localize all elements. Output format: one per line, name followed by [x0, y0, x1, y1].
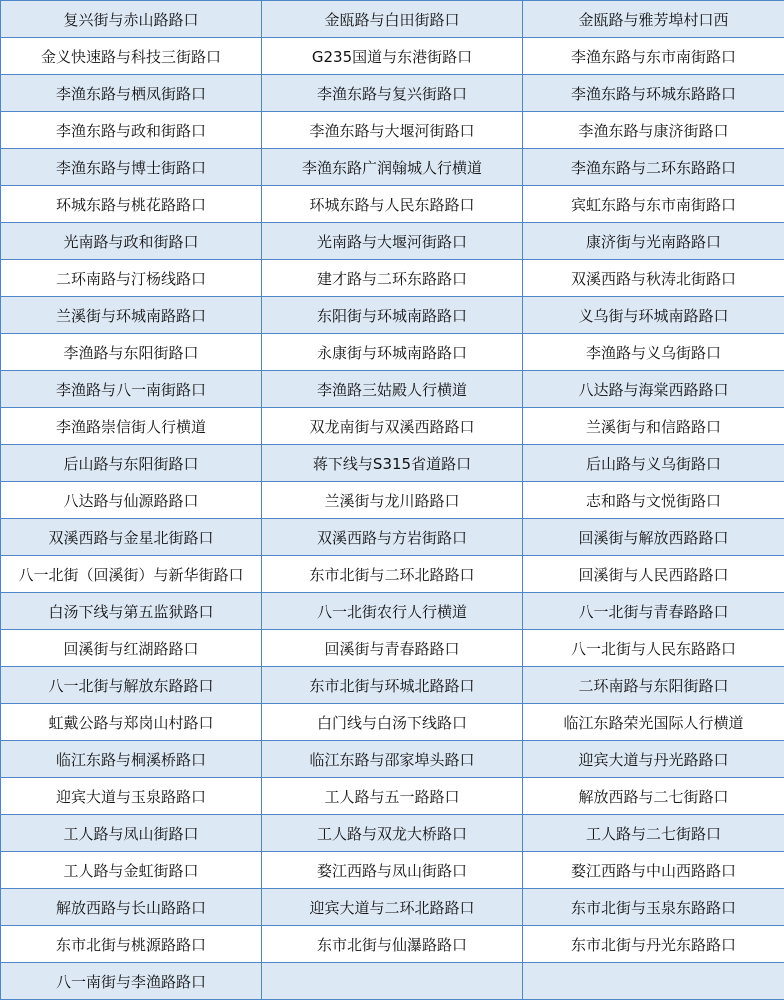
- table-row: [1, 519, 784, 556]
- table-cell: 李渔路崇信街人行横道: [1, 408, 262, 445]
- table-cell: 东市北街与环城北路路口: [262, 667, 523, 704]
- table-cell: 双溪西路与秋涛北街路口: [523, 260, 784, 297]
- table-row: [1, 593, 784, 630]
- table-cell: 永康街与环城南路路口: [262, 334, 523, 371]
- table-row: [1, 371, 784, 408]
- table-cell: 八一北街（回溪街）与新华街路口: [1, 556, 262, 593]
- table-row: [1, 260, 784, 297]
- table-cell: 金瓯路与白田街路口: [262, 1, 523, 38]
- table-cell: 李渔东路与大堰河街路口: [262, 112, 523, 149]
- table-cell: 东市北街与二环北路路口: [262, 556, 523, 593]
- table-cell: 解放西路与二七街路口: [523, 778, 784, 815]
- table-cell: 二环南路与东阳街路口: [523, 667, 784, 704]
- table-cell: 八一北街农行人行横道: [262, 593, 523, 630]
- table-row: [1, 963, 784, 1000]
- table-cell: G235国道与东港街路口: [262, 38, 523, 75]
- table-cell: 李渔东路广润翰城人行横道: [262, 149, 523, 186]
- table-row: [1, 1, 784, 38]
- table-cell: 义乌街与环城南路路口: [523, 297, 784, 334]
- table-cell: [262, 963, 523, 1000]
- table-cell: 李渔东路与东市南街路口: [523, 38, 784, 75]
- table-cell: 迎宾大道与丹光路路口: [523, 741, 784, 778]
- table-cell: 光南路与大堰河街路口: [262, 223, 523, 260]
- table-cell: 白汤下线与第五监狱路口: [1, 593, 262, 630]
- table-cell: 临江东路与桐溪桥路口: [1, 741, 262, 778]
- table-cell: 工人路与二七街路口: [523, 815, 784, 852]
- table-row: [1, 75, 784, 112]
- table-cell: 婺江西路与中山西路路口: [523, 852, 784, 889]
- table-cell: 李渔东路与栖凤街路口: [1, 75, 262, 112]
- table-row: [1, 815, 784, 852]
- table-row: [1, 334, 784, 371]
- table-cell: 东阳街与环城南路路口: [262, 297, 523, 334]
- table-cell: 环城东路与人民东路路口: [262, 186, 523, 223]
- table-cell: 回溪街与红湖路路口: [1, 630, 262, 667]
- table-cell: 李渔路与八一南街路口: [1, 371, 262, 408]
- table-cell: 李渔东路与二环东路路口: [523, 149, 784, 186]
- table-cell: 李渔东路与康济街路口: [523, 112, 784, 149]
- table-cell: 回溪街与人民西路路口: [523, 556, 784, 593]
- table-cell: 八一北街与青春路路口: [523, 593, 784, 630]
- table-row: [1, 297, 784, 334]
- table-row: [1, 445, 784, 482]
- table-row: [1, 889, 784, 926]
- table-cell: 兰溪街与龙川路路口: [262, 482, 523, 519]
- table-cell: 回溪街与解放西路路口: [523, 519, 784, 556]
- table-cell: 兰溪街与和信路路口: [523, 408, 784, 445]
- table-row: [1, 38, 784, 75]
- table-row: [1, 482, 784, 519]
- table-cell: 工人路与凤山街路口: [1, 815, 262, 852]
- table-cell: 李渔东路与政和街路口: [1, 112, 262, 149]
- table-cell: 八一北街与人民东路路口: [523, 630, 784, 667]
- table-cell: 八一北街与解放东路路口: [1, 667, 262, 704]
- table-cell: 临江东路与邵家埠头路口: [262, 741, 523, 778]
- table-cell: 迎宾大道与二环北路路口: [262, 889, 523, 926]
- table-cell: 八达路与仙源路路口: [1, 482, 262, 519]
- table-cell: 双溪西路与方岩街路口: [262, 519, 523, 556]
- table-cell: 东市北街与玉泉东路路口: [523, 889, 784, 926]
- table-row: [1, 667, 784, 704]
- table-row: [1, 741, 784, 778]
- table-cell: 光南路与政和街路口: [1, 223, 262, 260]
- table-cell: 李渔东路与博士街路口: [1, 149, 262, 186]
- table-cell: 东市北街与丹光东路路口: [523, 926, 784, 963]
- table-cell: 蒋下线与S315省道路口: [262, 445, 523, 482]
- table-cell: 八达路与海棠西路路口: [523, 371, 784, 408]
- table-cell: 双溪西路与金星北街路口: [1, 519, 262, 556]
- table-row: [1, 630, 784, 667]
- table-cell: [523, 963, 784, 1000]
- table-cell: 双龙南街与双溪西路路口: [262, 408, 523, 445]
- table-cell: 东市北街与仙瀑路路口: [262, 926, 523, 963]
- table-cell: 白门线与白汤下线路口: [262, 704, 523, 741]
- table-cell: 解放西路与长山路路口: [1, 889, 262, 926]
- table-cell: 环城东路与桃花路路口: [1, 186, 262, 223]
- table-cell: 金瓯路与雅芳埠村口西: [523, 1, 784, 38]
- table-row: [1, 149, 784, 186]
- table-cell: 迎宾大道与玉泉路路口: [1, 778, 262, 815]
- table-cell: 复兴街与赤山路路口: [1, 1, 262, 38]
- table-cell: 后山路与东阳街路口: [1, 445, 262, 482]
- table-cell: 兰溪街与环城南路路口: [1, 297, 262, 334]
- table-cell: 康济街与光南路路口: [523, 223, 784, 260]
- table-cell: 后山路与义乌街路口: [523, 445, 784, 482]
- table-row: [1, 704, 784, 741]
- table-cell: 李渔路与义乌街路口: [523, 334, 784, 371]
- table-row: [1, 223, 784, 260]
- table-cell: 二环南路与汀杨线路口: [1, 260, 262, 297]
- table-row: [1, 852, 784, 889]
- table-cell: 工人路与双龙大桥路口: [262, 815, 523, 852]
- table-row: [1, 112, 784, 149]
- table-cell: 八一南街与李渔路路口: [1, 963, 262, 1000]
- table-cell: 李渔东路与环城东路路口: [523, 75, 784, 112]
- table-cell: 婺江西路与凤山街路口: [262, 852, 523, 889]
- intersection-table-body: [1, 1, 784, 1000]
- table-cell: 李渔路与东阳街路口: [1, 334, 262, 371]
- table-row: [1, 408, 784, 445]
- table-cell: 李渔东路与复兴街路口: [262, 75, 523, 112]
- table-row: [1, 778, 784, 815]
- table-cell: 工人路与五一路路口: [262, 778, 523, 815]
- table-cell: 宾虹东路与东市南街路口: [523, 186, 784, 223]
- table-row: [1, 556, 784, 593]
- table-cell: 东市北街与桃源路路口: [1, 926, 262, 963]
- table-cell: 志和路与文悦街路口: [523, 482, 784, 519]
- table-cell: 回溪街与青春路路口: [262, 630, 523, 667]
- table-cell: 建才路与二环东路路口: [262, 260, 523, 297]
- table-cell: 工人路与金虹街路口: [1, 852, 262, 889]
- table-cell: 虹戴公路与郑岗山村路口: [1, 704, 262, 741]
- table-cell: 金义快速路与科技三街路口: [1, 38, 262, 75]
- table-cell: 李渔路三姑殿人行横道: [262, 371, 523, 408]
- table-cell: 临江东路荣光国际人行横道: [523, 704, 784, 741]
- table-row: [1, 926, 784, 963]
- table-row: [1, 186, 784, 223]
